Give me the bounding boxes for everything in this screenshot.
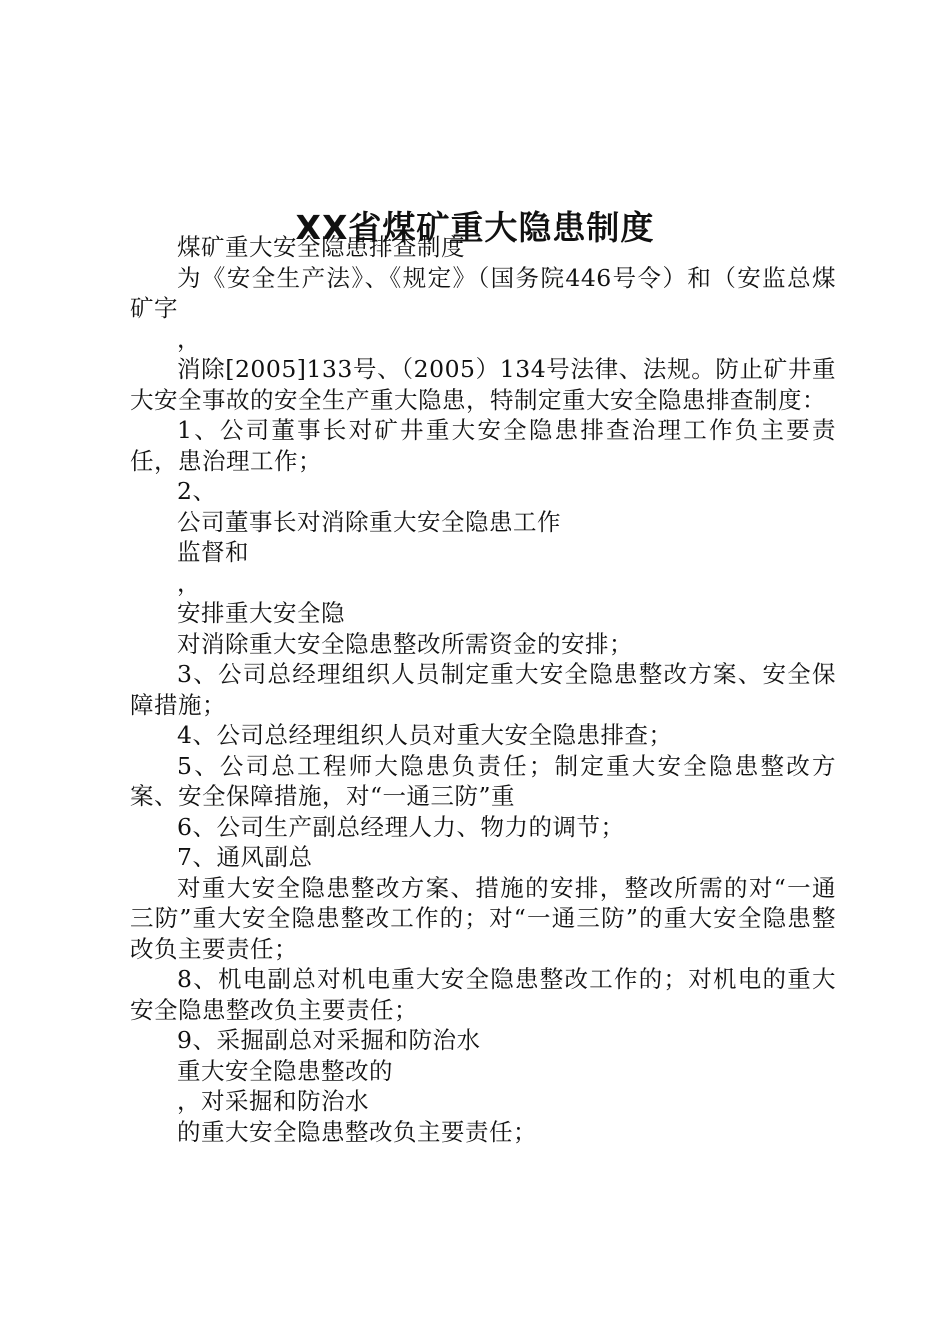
paragraph: 对重大安全隐患整改方案、措施的安排，整改所需的对“一通三防”重大安全隐患整改工作的；对“一通三防”的重大安全隐患整改负主要责任； [130, 873, 836, 963]
paragraph: 消除[2005]133号、（2005）134号法律、法规。防止矿井重大安全事故的安全生产重大隐患，特制定重大安全隐患排查制度： [130, 355, 836, 414]
paragraph: 3、公司总经理组织人员制定重大安全隐患整改方案、安全保障措施； [130, 660, 836, 719]
paragraph: 1、公司董事长对矿井重大安全隐患排查治理工作负主要责任，患治理工作； [130, 416, 836, 475]
paragraph: 煤矿重大安全隐患排查制度 [177, 233, 465, 261]
paragraph: 监督和 [177, 538, 249, 566]
paragraph: 对消除重大安全隐患整改所需资金的安排； [177, 629, 633, 658]
document-body [130, 232, 836, 1147]
paragraph: 8、机电副总对机电重大安全隐患整改工作的；对机电的重大安全隐患整改负主要责任； [130, 965, 836, 1024]
paragraph: 4、公司总经理组织人员对重大安全隐患排查； [177, 721, 673, 749]
paragraph: 的重大安全隐患整改负主要责任； [177, 1117, 537, 1146]
paragraph: 重大安全隐患整改的 [177, 1056, 393, 1085]
paragraph: 7、通风副总 [177, 843, 313, 871]
paragraph: ， [177, 324, 201, 353]
paragraph: 2、 [177, 477, 217, 505]
paragraph: 公司董事长对消除重大安全隐患工作 [177, 507, 561, 536]
paragraph: 6、公司生产副总经理人力、物力的调节； [177, 812, 625, 841]
paragraph: ， [177, 568, 201, 597]
paragraph: 为《安全生产法》、《规定》（国务院446号令）和（安监总煤矿字 [130, 263, 836, 322]
paragraph: 5、公司总工程师大隐患负责任；制定重大安全隐患整改方案、安全保障措施，对“一通三防”重 [130, 751, 836, 810]
paragraph: 安排重大安全隐 [177, 599, 345, 627]
paragraph: ，对采掘和防治水 [177, 1087, 369, 1115]
paragraph: 9、采掘副总对采掘和防治水 [177, 1026, 481, 1054]
document-title: XX省煤矿重大隐患制度 [295, 208, 655, 248]
